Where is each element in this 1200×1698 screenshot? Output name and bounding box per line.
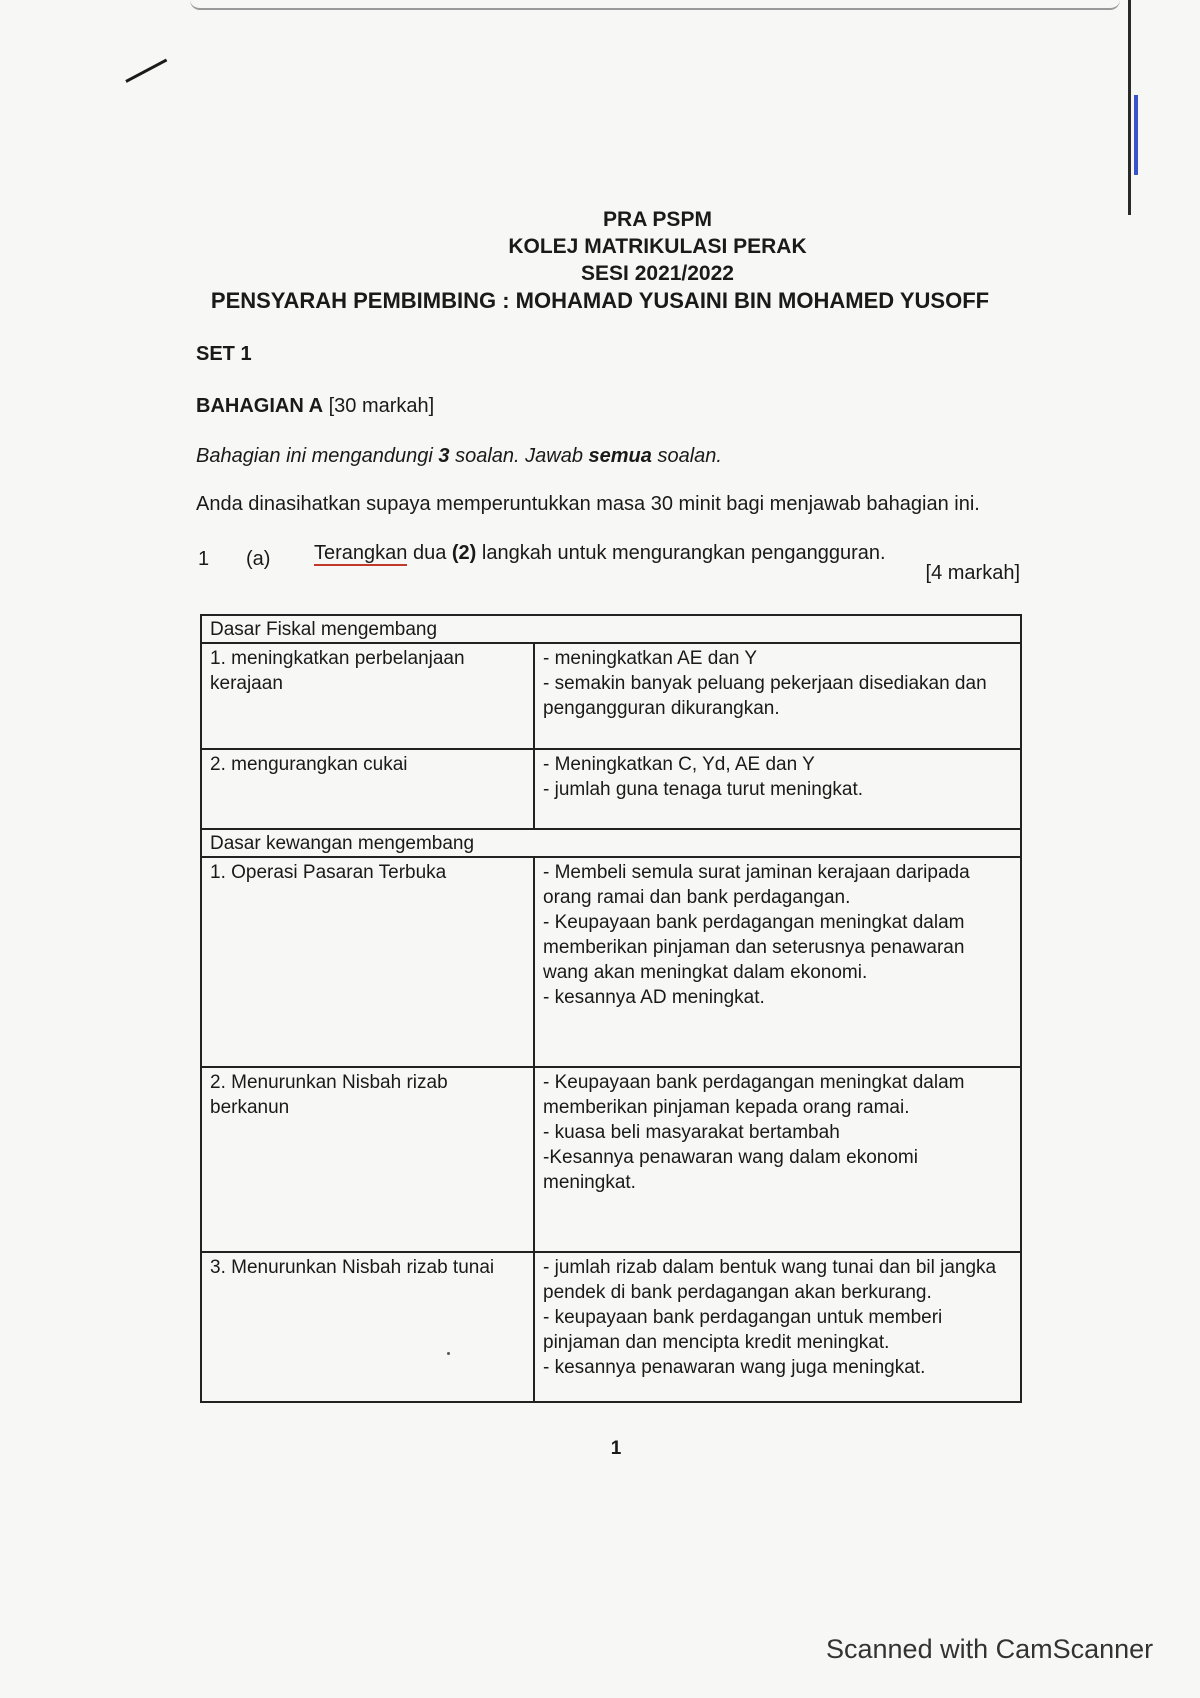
instruction-number: 3: [438, 445, 450, 467]
point: - keupayaan bank perdagangan untuk memberi pinjaman dan mencipta kredit meningkat.: [543, 1307, 943, 1353]
fiscal-step-2: 2. mengurangkan cukai: [201, 749, 534, 829]
header-line-2: KOLEJ MATRIKULASI PERAK: [508, 235, 807, 258]
instruction-part-3: soalan.: [651, 445, 722, 467]
question-number: 1: [198, 548, 210, 570]
point: -Kesannya penawaran wang dalam ekonomi meningkat.: [543, 1147, 918, 1193]
monetary-points-3: [534, 1252, 1021, 1402]
instruction-part-1: Bahagian ini mengandungi: [196, 445, 439, 467]
monetary-points-2: [534, 1067, 1021, 1252]
fiscal-points-2: [534, 749, 1021, 829]
point: - kuasa beli masyarakat bertambah: [543, 1122, 840, 1143]
fiscal-step-1: 1. meningkatkan perbelanjaan kerajaan: [201, 643, 534, 749]
monetary-step-3: 3. Menurunkan Nisbah rizab tunai: [201, 1252, 534, 1402]
page-number: 1: [610, 1438, 622, 1459]
monetary-heading: Dasar kewangan mengembang: [201, 829, 1021, 857]
point: - Keupayaan bank perdagangan meningkat dalam memberikan pinjaman kepada orang ramai.: [543, 1072, 965, 1118]
camscanner-watermark: Scanned with CamScanner: [826, 1634, 1154, 1664]
instruction-line: [196, 445, 722, 468]
header-line-3: SESI 2021/2022: [581, 262, 734, 285]
question-count: (2): [451, 542, 477, 564]
scan-artifact-blue: [1134, 95, 1138, 175]
table-row: [201, 643, 1021, 749]
section-title: BAHAGIAN A: [196, 395, 324, 417]
point: - kesannya penawaran wang juga meningkat.: [543, 1357, 926, 1378]
header-line-1: PRA PSPM: [603, 208, 712, 231]
monetary-step-1: 1. Operasi Pasaran Terbuka: [201, 857, 534, 1067]
fiscal-points-1: [534, 643, 1021, 749]
question-part: (a): [246, 548, 271, 570]
scan-page-edge-top: [190, 0, 1120, 10]
table-row: [201, 1067, 1021, 1252]
point: - Membeli semula surat jaminan kerajaan daripada orang ramai dan bank perdagangan.: [543, 862, 970, 908]
instruction-all: semua: [588, 445, 652, 467]
pen-mark: [125, 59, 167, 83]
fiscal-heading-row: [201, 615, 1021, 643]
instruction-part-2: soalan. Jawab: [449, 445, 589, 467]
document-header: [0, 206, 1200, 314]
question-text-pre: dua: [407, 542, 452, 564]
question-text-post: langkah untuk mengurangkan pengangguran.: [476, 542, 886, 564]
section-heading: [196, 395, 434, 418]
header-line-4: PENSYARAH PEMBIMBING : MOHAMAD YUSAINI BIN MOHAMED YUSOFF: [210, 288, 990, 313]
table-row: [201, 857, 1021, 1067]
fiscal-heading: Dasar Fiskal mengembang: [201, 615, 1021, 643]
point: - meningkatkan AE dan Y: [543, 648, 758, 669]
point: - Meningkatkan C, Yd, AE dan Y: [543, 754, 815, 775]
section-marks: [30 markah]: [328, 395, 435, 417]
point: - semakin banyak peluang pekerjaan disediakan dan pengangguran dikurangkan.: [543, 673, 987, 719]
question-text: [314, 542, 886, 565]
set-label: SET 1: [196, 343, 252, 365]
point: - jumlah guna tenaga turut meningkat.: [543, 779, 864, 800]
monetary-heading-row: [201, 829, 1021, 857]
answer-table: [200, 614, 1022, 1403]
advice-line: Anda dinasihatkan supaya memperuntukkan masa 30 minit bagi menjawab bahagian ini.: [196, 493, 980, 515]
question-marks: [4 markah]: [925, 562, 1020, 584]
point: - kesannya AD meningkat.: [543, 987, 765, 1008]
scan-speck: [447, 1352, 450, 1355]
table-row: [201, 1252, 1021, 1402]
monetary-step-2: 2. Menurunkan Nisbah rizab berkanun: [201, 1067, 534, 1252]
question-verb: Terangkan: [314, 542, 408, 564]
point: - Keupayaan bank perdagangan meningkat dalam memberikan pinjaman dan seterusnya penawaran wang akan meningkat dalam ekonomi.: [543, 912, 965, 983]
table-row: [201, 749, 1021, 829]
monetary-points-1: [534, 857, 1021, 1067]
point: - jumlah rizab dalam bentuk wang tunai dan bil jangka pendek di bank perdagangan akan berkurang.: [543, 1257, 997, 1303]
